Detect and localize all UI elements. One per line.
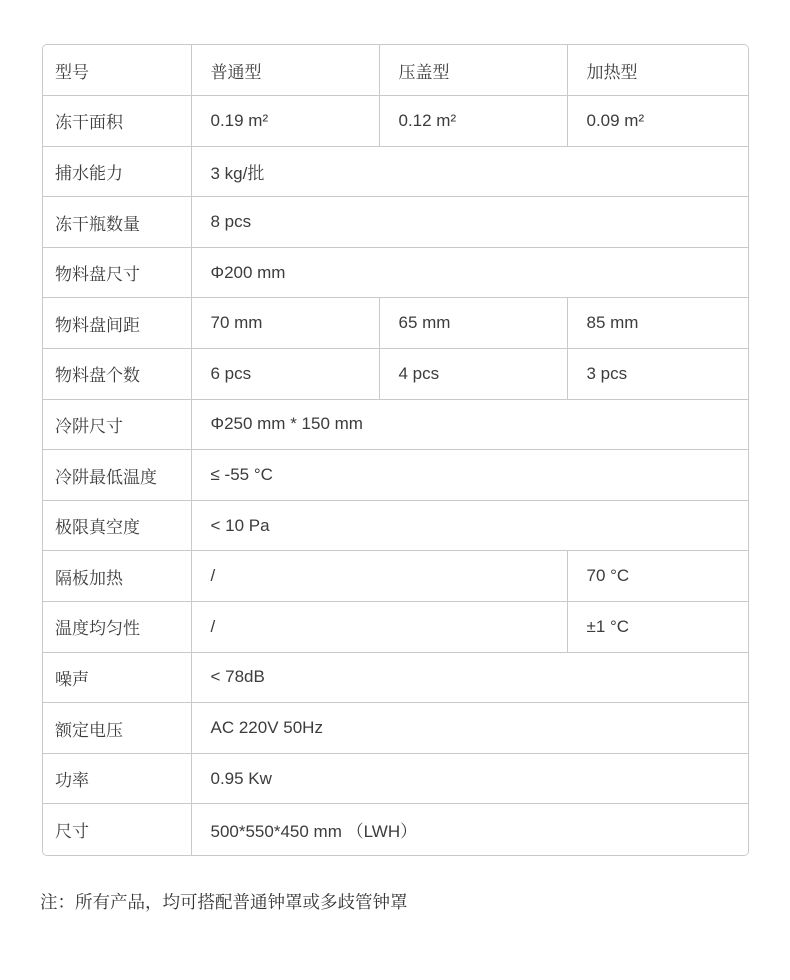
spec-value-cell: ±1 °C: [567, 602, 749, 653]
spec-value-cell: 0.19 m²: [191, 96, 379, 147]
table-row: [43, 500, 749, 551]
table-row: [43, 804, 749, 855]
table-row: [43, 247, 749, 298]
spec-value-cell: 0.12 m²: [379, 96, 567, 147]
spec-value-cell: 8 pcs: [191, 197, 749, 248]
spec-value-cell: ≤ -55 °C: [191, 450, 749, 501]
table-row: [43, 349, 749, 400]
spec-value-cell: /: [191, 551, 567, 602]
spec-label-cell: 冷阱尺寸: [43, 399, 191, 450]
table-row: [43, 652, 749, 703]
spec-label-cell: 物料盘尺寸: [43, 247, 191, 298]
spec-label-cell: 隔板加热: [43, 551, 191, 602]
spec-value-cell: Φ250 mm * 150 mm: [191, 399, 749, 450]
spec-value-cell: 65 mm: [379, 298, 567, 349]
spec-value-cell: 3 pcs: [567, 349, 749, 400]
table-row: [43, 298, 749, 349]
table-row: [43, 602, 749, 653]
spec-value-cell: 85 mm: [567, 298, 749, 349]
spec-table: [43, 45, 749, 855]
spec-value-cell: 70 °C: [567, 551, 749, 602]
spec-label-cell: 物料盘个数: [43, 349, 191, 400]
spec-header-cell: 加热型: [567, 45, 749, 96]
table-row: [43, 450, 749, 501]
spec-value-cell: 70 mm: [191, 298, 379, 349]
spec-value-cell: /: [191, 602, 567, 653]
spec-table-container: [42, 44, 749, 856]
spec-header-cell: 型号: [43, 45, 191, 96]
spec-label-cell: 极限真空度: [43, 500, 191, 551]
spec-value-cell: < 78dB: [191, 652, 749, 703]
spec-table-body: [43, 45, 749, 855]
table-row: [43, 96, 749, 147]
table-row: [43, 703, 749, 754]
spec-label-cell: 冻干面积: [43, 96, 191, 147]
spec-label-cell: 温度均匀性: [43, 602, 191, 653]
spec-value-cell: 4 pcs: [379, 349, 567, 400]
spec-value-cell: 0.09 m²: [567, 96, 749, 147]
table-row: [43, 399, 749, 450]
table-row: [43, 146, 749, 197]
spec-value-cell: 0.95 Kw: [191, 753, 749, 804]
table-row: [43, 551, 749, 602]
spec-header-cell: 压盖型: [379, 45, 567, 96]
spec-label-cell: 噪声: [43, 652, 191, 703]
spec-value-cell: < 10 Pa: [191, 500, 749, 551]
spec-label-cell: 物料盘间距: [43, 298, 191, 349]
spec-value-cell: 6 pcs: [191, 349, 379, 400]
spec-value-cell: AC 220V 50Hz: [191, 703, 749, 754]
spec-label-cell: 功率: [43, 753, 191, 804]
footnote: 注：所有产品，均可搭配普通钟罩或多歧管钟罩: [40, 892, 408, 912]
spec-label-cell: 捕水能力: [43, 146, 191, 197]
spec-header-cell: 普通型: [191, 45, 379, 96]
spec-value-cell: 3 kg/批: [191, 146, 749, 197]
table-row: [43, 197, 749, 248]
spec-value-cell: 500*550*450 mm （LWH）: [191, 804, 749, 855]
spec-label-cell: 冷阱最低温度: [43, 450, 191, 501]
spec-label-cell: 尺寸: [43, 804, 191, 855]
spec-label-cell: 额定电压: [43, 703, 191, 754]
spec-value-cell: Φ200 mm: [191, 247, 749, 298]
table-row: [43, 753, 749, 804]
header-row: [43, 45, 749, 96]
spec-label-cell: 冻干瓶数量: [43, 197, 191, 248]
